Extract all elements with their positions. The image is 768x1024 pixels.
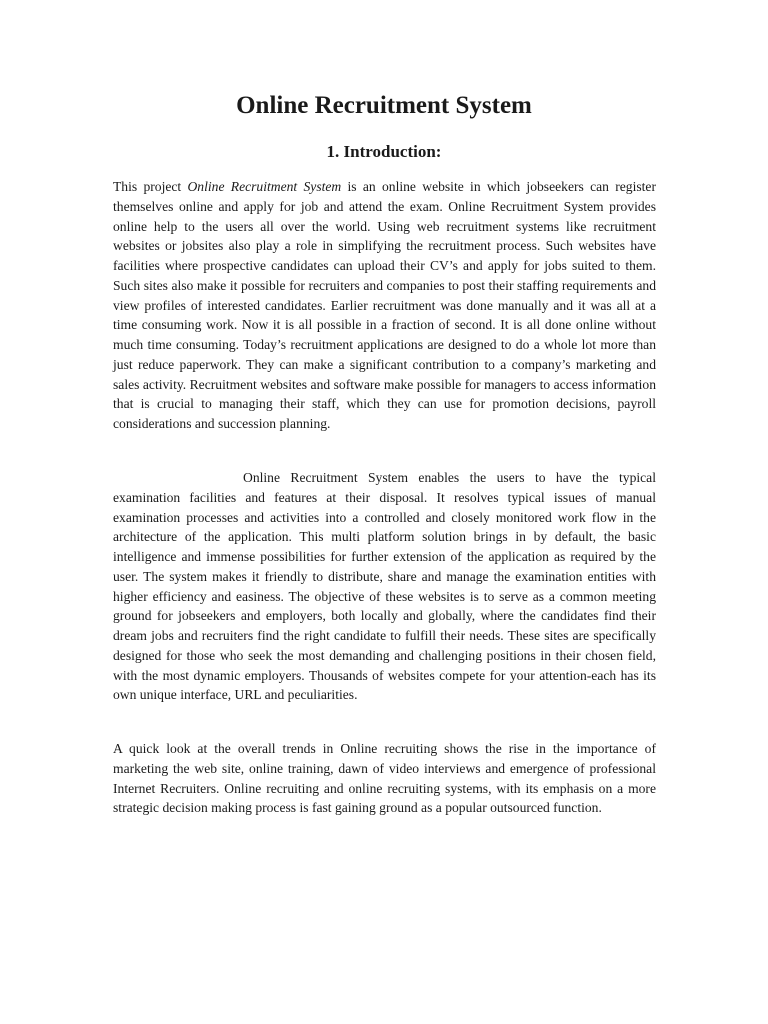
section-heading: 1. Introduction:	[326, 142, 442, 161]
intro-paragraph-3: A quick look at the overall trends in Online recruiting shows the rise in the importance of marketing the web site, online training, dawn of video interviews and emergence of professional Internet Recruiters. Online recruiting and online recruiting systems, with its emphasis on a more strategic decision making process is fast gaining ground as a popular outsourced function.	[113, 741, 656, 816]
intro-paragraph-1	[113, 177, 656, 434]
intro-paragraph-2: Online Recruitment System enables the users to have the typical examination facilities and features at their disposal. It resolves typical issues of manual examination processes and activities into a controlled and closely monitored work flow in the architecture of the application. This multi platform solution brings in by default, the basic intelligence and immense possibilities for further extension of the application as required by the user. The system makes it friendly to distribute, share and manage the examination entities with higher efficiency and easiness. The objective of these websites is to serve as a common meeting ground for jobseekers and employers, both locally and globally, where the candidates find their dream jobs and recruiters find the right candidate to fulfill their needs. These sites are specifically designed for those who seek the most demanding and challenging positions in their chosen field, with the most dynamic employers. Thousands of websites compete for your attention-each has its own unique interface, URL and peculiarities.	[113, 470, 656, 703]
paragraph-1-lead: This project	[113, 179, 188, 194]
document-title: Online Recruitment System	[236, 92, 532, 119]
paragraph-1-italic-project-name: Online Recruitment System	[187, 179, 342, 194]
paragraph-1-body: is an online website in which jobseekers can register themselves online and apply for job and attend the exam. Online Recruitment System provides online help to the users all over the world. Using web recruitment systems like recruitment websites or jobsites also play a role in simplifying the recruitment process. Such websites have facilities where prospective candidates can upload their CV’s and apply for jobs suited to them. Such sites also make it possible for recruiters and companies to post their staffing requirements and view profiles of interested candidates. Earlier recruitment was done manually and it was all at a time consuming work. Now it is all possible in a fraction of second. It is all done online without much time consuming. Today’s recruitment applications are designed to do a whole lot more than just reduce paperwork. They can make a significant contribution to a company’s marketing and sales activity. Recruitment websites and software make possible for managers to access information that is crucial to managing their staff, which they can use for promotion decisions, payroll considerations and succession planning.	[113, 179, 656, 431]
